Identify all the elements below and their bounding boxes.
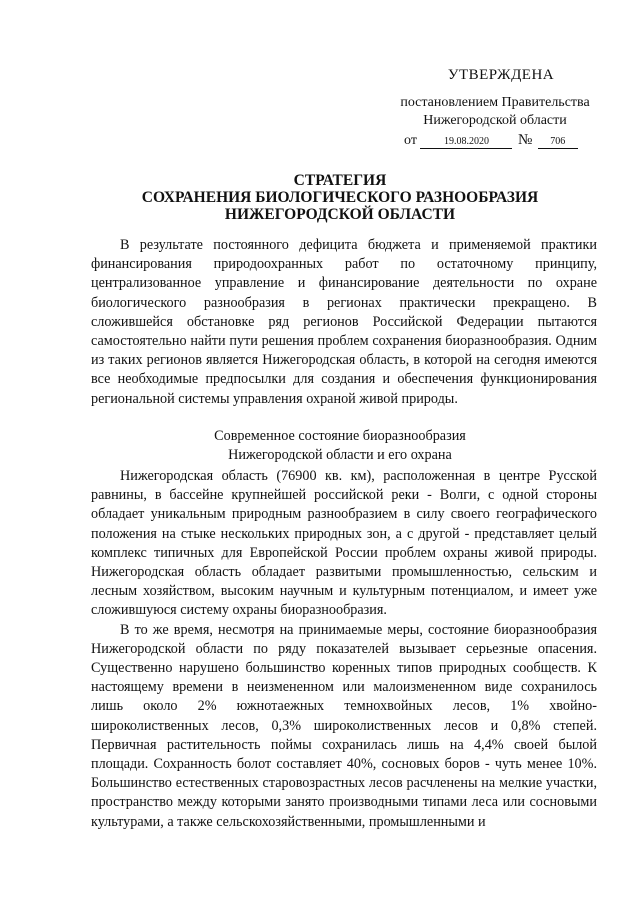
section-heading-line-1: Современное состояние биоразнообразия	[214, 428, 466, 444]
approval-stamp-title: УТВЕРЖДЕНА	[447, 67, 555, 83]
section-paragraph-2: В то же время, несмотря на принимаемые меры, состояние биоразнообразия Нижегородской области по ряду показателей вызывает серьезные опасения. Существенно нарушено большинство коренных типов природных сообществ. К настоящему времени в неизмененном или малоизмененном виде сохранилось лишь около 2% южнотаежных темнохвойных лесов, 1% хвойно-широколиственных лесов, 0,3% широколиственных лесов и 0,8% степей. Первичная растительность поймы сохранилась лишь на 4,4% своей былой площади. Сохранность болот составляет 40%, сосновых боров - чуть менее 10%. Большинство естественных старовозрастных лесов расчленены на мелкие участки, пространство между которыми занято производными типами леса или сосновыми культурами, а также сельскохозяйственными, промышленными и	[91, 621, 597, 830]
approval-date-line	[404, 131, 610, 150]
approval-number: 706	[538, 135, 578, 149]
approval-block	[380, 66, 610, 150]
section-heading	[110, 427, 570, 465]
document-title	[110, 172, 570, 223]
section-body	[91, 467, 597, 832]
approval-date: 19.08.2020	[420, 135, 512, 149]
section-paragraph-1: Нижегородская область (76900 кв. км), расположенная в центре Русской равнины, в бассейне крупнейшей российской реки - Волги, с одной стороны обладает уникальным природным разнообразием в силу своего географического положения на стыке нескольких природных зон, а с другой - представляет целый комплекс типичных для Европейской России проблем охраны живой природы. Нижегородская область обладает развитыми промышленностью, сельским и лесным хозяйством, высоким научным и культурным потенциалом, и имеет уже сложившуюся систему охраны биоразнообразия.	[91, 468, 597, 619]
intro-section	[91, 236, 597, 409]
title-line-1: СТРАТЕГИЯ	[293, 172, 387, 189]
approval-line-1: постановлением Правительства	[400, 95, 590, 110]
number-sign: №	[517, 132, 533, 148]
approval-line-2: Нижегородской области	[423, 113, 567, 128]
section-heading-line-2: Нижегородской области и его охрана	[228, 447, 452, 463]
title-line-2: СОХРАНЕНИЯ БИОЛОГИЧЕСКОГО РАЗНООБРАЗИЯ	[141, 189, 539, 206]
date-prefix: от	[404, 133, 417, 148]
intro-paragraph: В результате постоянного дефицита бюджета и применяемой практики финансирования природоохранных работ по остаточному принципу, централизованное управление и финансирование деятельности по охране биологического разнообразия в регионах практически прекращено. В сложившейся обстановке ряд регионов Российской Федерации пытаются самостоятельно найти пути решения проблем сохранения биоразнообразия. Одним из таких регионов является Нижегородская область, в которой на сегодня имеются все необходимые предпосылки для создания и обеспечения функционирования региональной системы управления охраной живой природы.	[91, 237, 597, 407]
title-line-3: НИЖЕГОРОДСКОЙ ОБЛАСТИ	[224, 206, 456, 223]
